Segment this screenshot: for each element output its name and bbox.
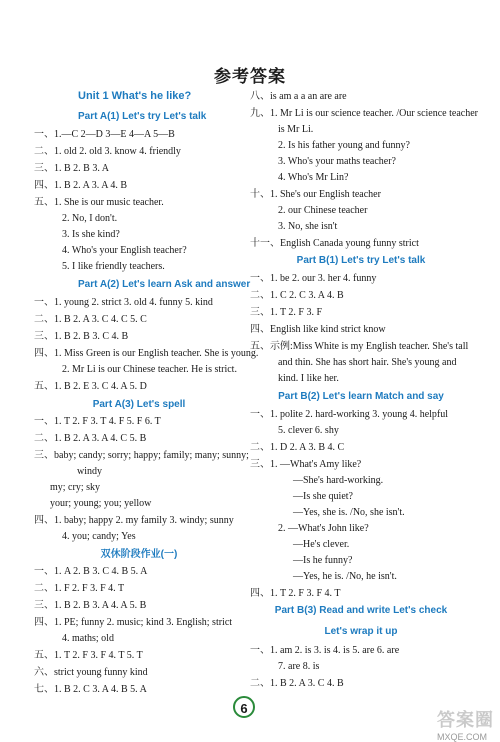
answer-line: 七、1. B 2. C 3. A 4. B 5. A xyxy=(34,684,147,695)
answer-line: —Is he funny? xyxy=(293,555,353,566)
answer-line: 三、1. T 2. F 3. F xyxy=(250,307,323,318)
answer-line: 5. clever 6. shy xyxy=(278,425,339,436)
answer-line: 4. Who's your English teacher? xyxy=(62,245,187,256)
answer-line: 一、1. be 2. our 3. her 4. funny xyxy=(250,273,377,284)
answer-line: 2. our Chinese teacher xyxy=(278,205,368,216)
answer-line: 一、1. T 2. F 3. T 4. F 5. F 6. T xyxy=(34,416,161,427)
answer-line: 一、1. young 2. strict 3. old 4. funny 5. kind xyxy=(34,297,213,308)
answer-line: 一、1. polite 2. hard-working 3. young 4. helpful xyxy=(250,409,449,420)
answer-line: 3. No, she isn't xyxy=(278,221,338,232)
answer-line: 2. No, I don't. xyxy=(62,213,118,224)
section-heading: Part A(3) Let's spell xyxy=(92,399,186,410)
watermark xyxy=(437,706,494,742)
answer-line: —Yes, he is. /No, he isn't. xyxy=(293,571,397,582)
answer-line: 二、1. D 2. A 3. B 4. C xyxy=(250,442,345,453)
answer-line: your; young; you; yellow xyxy=(50,498,152,509)
answer-line: 2. —What's John like? xyxy=(278,523,369,534)
section-heading: Part A(1) Let's try Let's talk xyxy=(78,111,207,122)
answer-line: 4. you; candy; Yes xyxy=(62,531,136,542)
answer-line: 5. I like friendly teachers. xyxy=(62,261,165,272)
answer-line: 十一、English Canada young funny strict xyxy=(250,238,419,249)
answer-line: 3. Who's your maths teacher? xyxy=(278,156,396,167)
answer-line: 2. Mr Li is our Chinese teacher. He is strict. xyxy=(62,364,237,375)
section-heading: Unit 1 What's he like? xyxy=(78,90,192,102)
answer-line: 四、1. Miss Green is our English teacher. She is young. xyxy=(34,348,259,359)
answer-line: 四、1. B 2. A 3. A 4. B xyxy=(34,180,128,191)
section-heading: Part B(1) Let's try Let's talk xyxy=(296,255,426,266)
answer-line: 九、1. Mr Li is our science teacher. /Our science teacher xyxy=(250,108,478,119)
section-heading: Part A(2) Let's learn Ask and answer xyxy=(78,279,251,290)
answer-line: —He's clever. xyxy=(293,539,350,550)
answer-line: 三、baby; candy; sorry; happy; family; many; sunny; xyxy=(34,450,249,461)
answer-line: 四、1. baby; happy 2. my family 3. windy; sunny xyxy=(34,515,234,526)
answer-line: 五、1. T 2. F 3. F 4. T 5. T xyxy=(34,650,143,661)
watermark-url: MXQE.COM xyxy=(437,732,488,742)
answer-line: 四、1. T 2. F 3. F 4. T xyxy=(250,588,341,599)
answer-line: and thin. She has short hair. She's young and xyxy=(278,357,457,368)
answer-line: 五、1. She is our music teacher. xyxy=(34,197,164,208)
answer-line: 五、示例:Miss White is my English teacher. She's tall xyxy=(250,341,469,352)
answer-line: is Mr Li. xyxy=(278,124,314,135)
answer-line: 一、1. A 2. B 3. C 4. B 5. A xyxy=(34,566,148,577)
answer-line: 五、1. B 2. E 3. C 4. A 5. D xyxy=(34,381,147,392)
page-number: 6 xyxy=(233,696,255,718)
answer-line: 六、strict young funny kind xyxy=(34,667,148,678)
answer-line: 二、1. old 2. old 3. know 4. friendly xyxy=(34,146,181,157)
answer-line: 二、1. C 2. C 3. A 4. B xyxy=(250,290,344,301)
answer-line: 三、1. B 2. B 3. A 4. A 5. B xyxy=(34,600,147,611)
answer-line: 二、1. B 2. A 3. C 4. B xyxy=(250,678,344,689)
answer-line: —She's hard-working. xyxy=(293,475,384,486)
answer-line: 一、1.—C 2—D 3—E 4—A 5—B xyxy=(34,129,175,140)
section-heading: 双休阶段作业(一) xyxy=(100,549,178,560)
answer-line: 2. Is his father young and funny? xyxy=(278,140,410,151)
answer-line: 二、1. B 2. A 3. A 4. C 5. B xyxy=(34,433,147,444)
page-title: 参考答案 xyxy=(214,67,286,87)
answer-line: 7. are 8. is xyxy=(278,661,320,672)
answer-line: my; cry; sky xyxy=(50,482,100,493)
section-heading: Part B(3) Read and write Let's check xyxy=(274,605,448,616)
watermark-logo: 答案圈 xyxy=(437,710,494,730)
answer-line: kind. I like her. xyxy=(278,373,339,384)
answer-line: 四、1. PE; funny 2. music; kind 3. English; strict xyxy=(34,617,233,628)
answer-line: —Yes, she is. /No, she isn't. xyxy=(293,507,405,518)
answer-line: 一、1. am 2. is 3. is 4. is 5. are 6. are xyxy=(250,645,400,656)
section-heading: Part B(2) Let's learn Match and say xyxy=(278,391,444,402)
answer-line: 三、1. B 2. B 3. A xyxy=(34,163,110,174)
answer-line: 二、1. F 2. F 3. F 4. T xyxy=(34,583,125,594)
section-heading: Let's wrap it up xyxy=(324,626,398,637)
answer-line: 3. Is she kind? xyxy=(62,229,120,240)
answer-line: 4. maths; old xyxy=(62,633,114,644)
answer-line: —Is she quiet? xyxy=(293,491,353,502)
answer-line: 八、is am a a an are are xyxy=(250,91,347,102)
answer-line: 二、1. B 2. A 3. C 4. C 5. C xyxy=(34,314,147,325)
answer-line: 四、English like kind strict know xyxy=(250,324,386,335)
answer-line: 十、1. She's our English teacher xyxy=(250,189,381,200)
answer-line: 三、1. B 2. B 3. C 4. B xyxy=(34,331,129,342)
answer-line: 三、1. —What's Amy like? xyxy=(250,459,362,470)
answer-line: windy xyxy=(77,466,102,477)
answer-line: 4. Who's Mr Lin? xyxy=(278,172,349,183)
